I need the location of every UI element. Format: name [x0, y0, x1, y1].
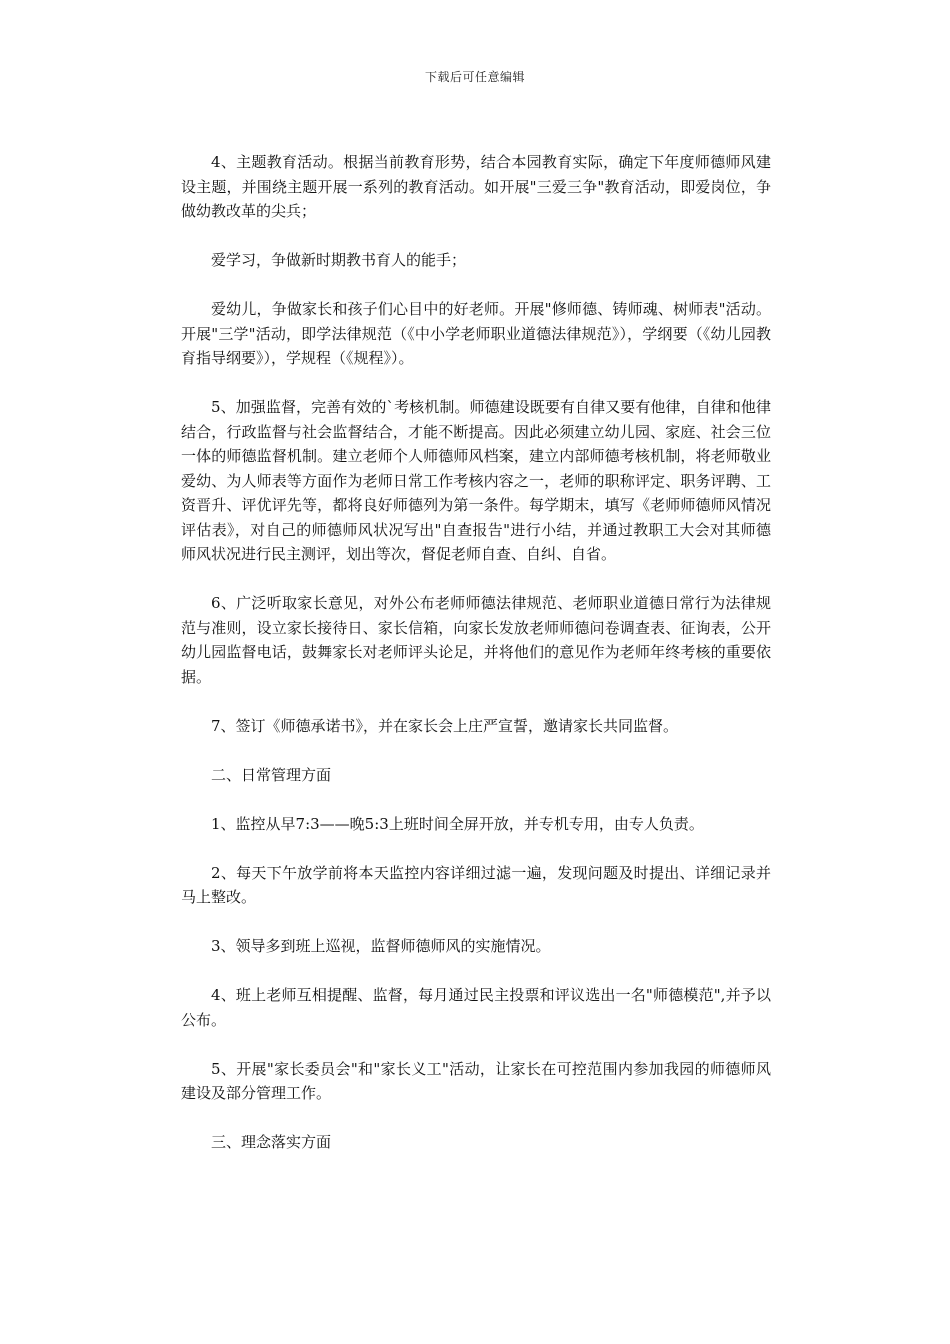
paragraph: 爱学习，争做新时期教书育人的能手；	[211, 251, 467, 269]
document-body	[181, 150, 771, 1179]
paragraph: 2、每天下午放学前将本天监控内容详细过滤一遍，发现问题及时提出、详细记录并马上整改。	[181, 863, 771, 906]
paragraph: 1、监控从早7:3——晚5:3上班时间全屏开放，并专机专用，由专人负责。	[211, 814, 704, 833]
page-header-note: 下载后可任意编辑	[424, 70, 525, 84]
paragraph: 5、加强监督，完善有效的`考核机制。师德建设既要有自律又要有他律，自律和他律结合，行政监督与社会监督结合，才能不断提高。因此必须建立幼儿园、家庭、社会三位一体的师德监督机制。建立老师个人师德师风档案，建立内部师德考核机制，将老师敬业爱幼、为人师表等方面作为老师日常工作考核内容之一，老师的职称评定、职务评聘、工资晋升、评优评先等，都将良好师德列为第一条件。每学期末，填写《老师师德师风情况评估表》，对自己的师德师风状况写出"自查报告"进行小结，并通过教职工大会对其师德师风状况进行民主测评，划出等次，督促老师自查、自纠、自省。	[181, 398, 771, 563]
paragraph: 4、主题教育活动。根据当前教育形势，结合本园教育实际，确定下年度师德师风建设主题，并围绕主题开展一系列的教育活动。如开展"三爱三争"教育活动，即爱岗位，争做幼教改革的尖兵；	[181, 153, 771, 220]
section-heading: 三、理念落实方面	[211, 1133, 332, 1151]
paragraph: 6、广泛听取家长意见，对外公布老师师德法律规范、老师职业道德日常行为法律规范与准则，设立家长接待日、家长信箱，向家长发放老师师德问卷调查表、征询表，公开幼儿园监督电话，鼓舞家长对老师评头论足，并将他们的意见作为老师年终考核的重要依据。	[181, 594, 771, 686]
paragraph: 爱幼儿，争做家长和孩子们心目中的好老师。开展"修师德、铸师魂、树师表"活动。开展"三学"活动，即学法律规范（《中小学老师职业道德法律规范》），学纲要（《幼儿园教育指导纲要》），学规程（《规程》）。	[181, 300, 771, 367]
section-heading: 二、日常管理方面	[211, 765, 332, 784]
paragraph: 7、签订《师德承诺书》，并在家长会上庄严宣誓，邀请家长共同监督。	[211, 716, 679, 735]
paragraph: 3、领导多到班上巡视，监督师德师风的实施情况。	[211, 937, 551, 955]
paragraph: 5、开展"家长委员会"和"家长义工"活动，让家长在可控范围内参加我园的师德师风建设及部分管理工作。	[181, 1059, 771, 1102]
paragraph: 4、班上老师互相提醒、监督，每月通过民主投票和评议选出一名"师德模范",并予以公布。	[181, 986, 771, 1029]
